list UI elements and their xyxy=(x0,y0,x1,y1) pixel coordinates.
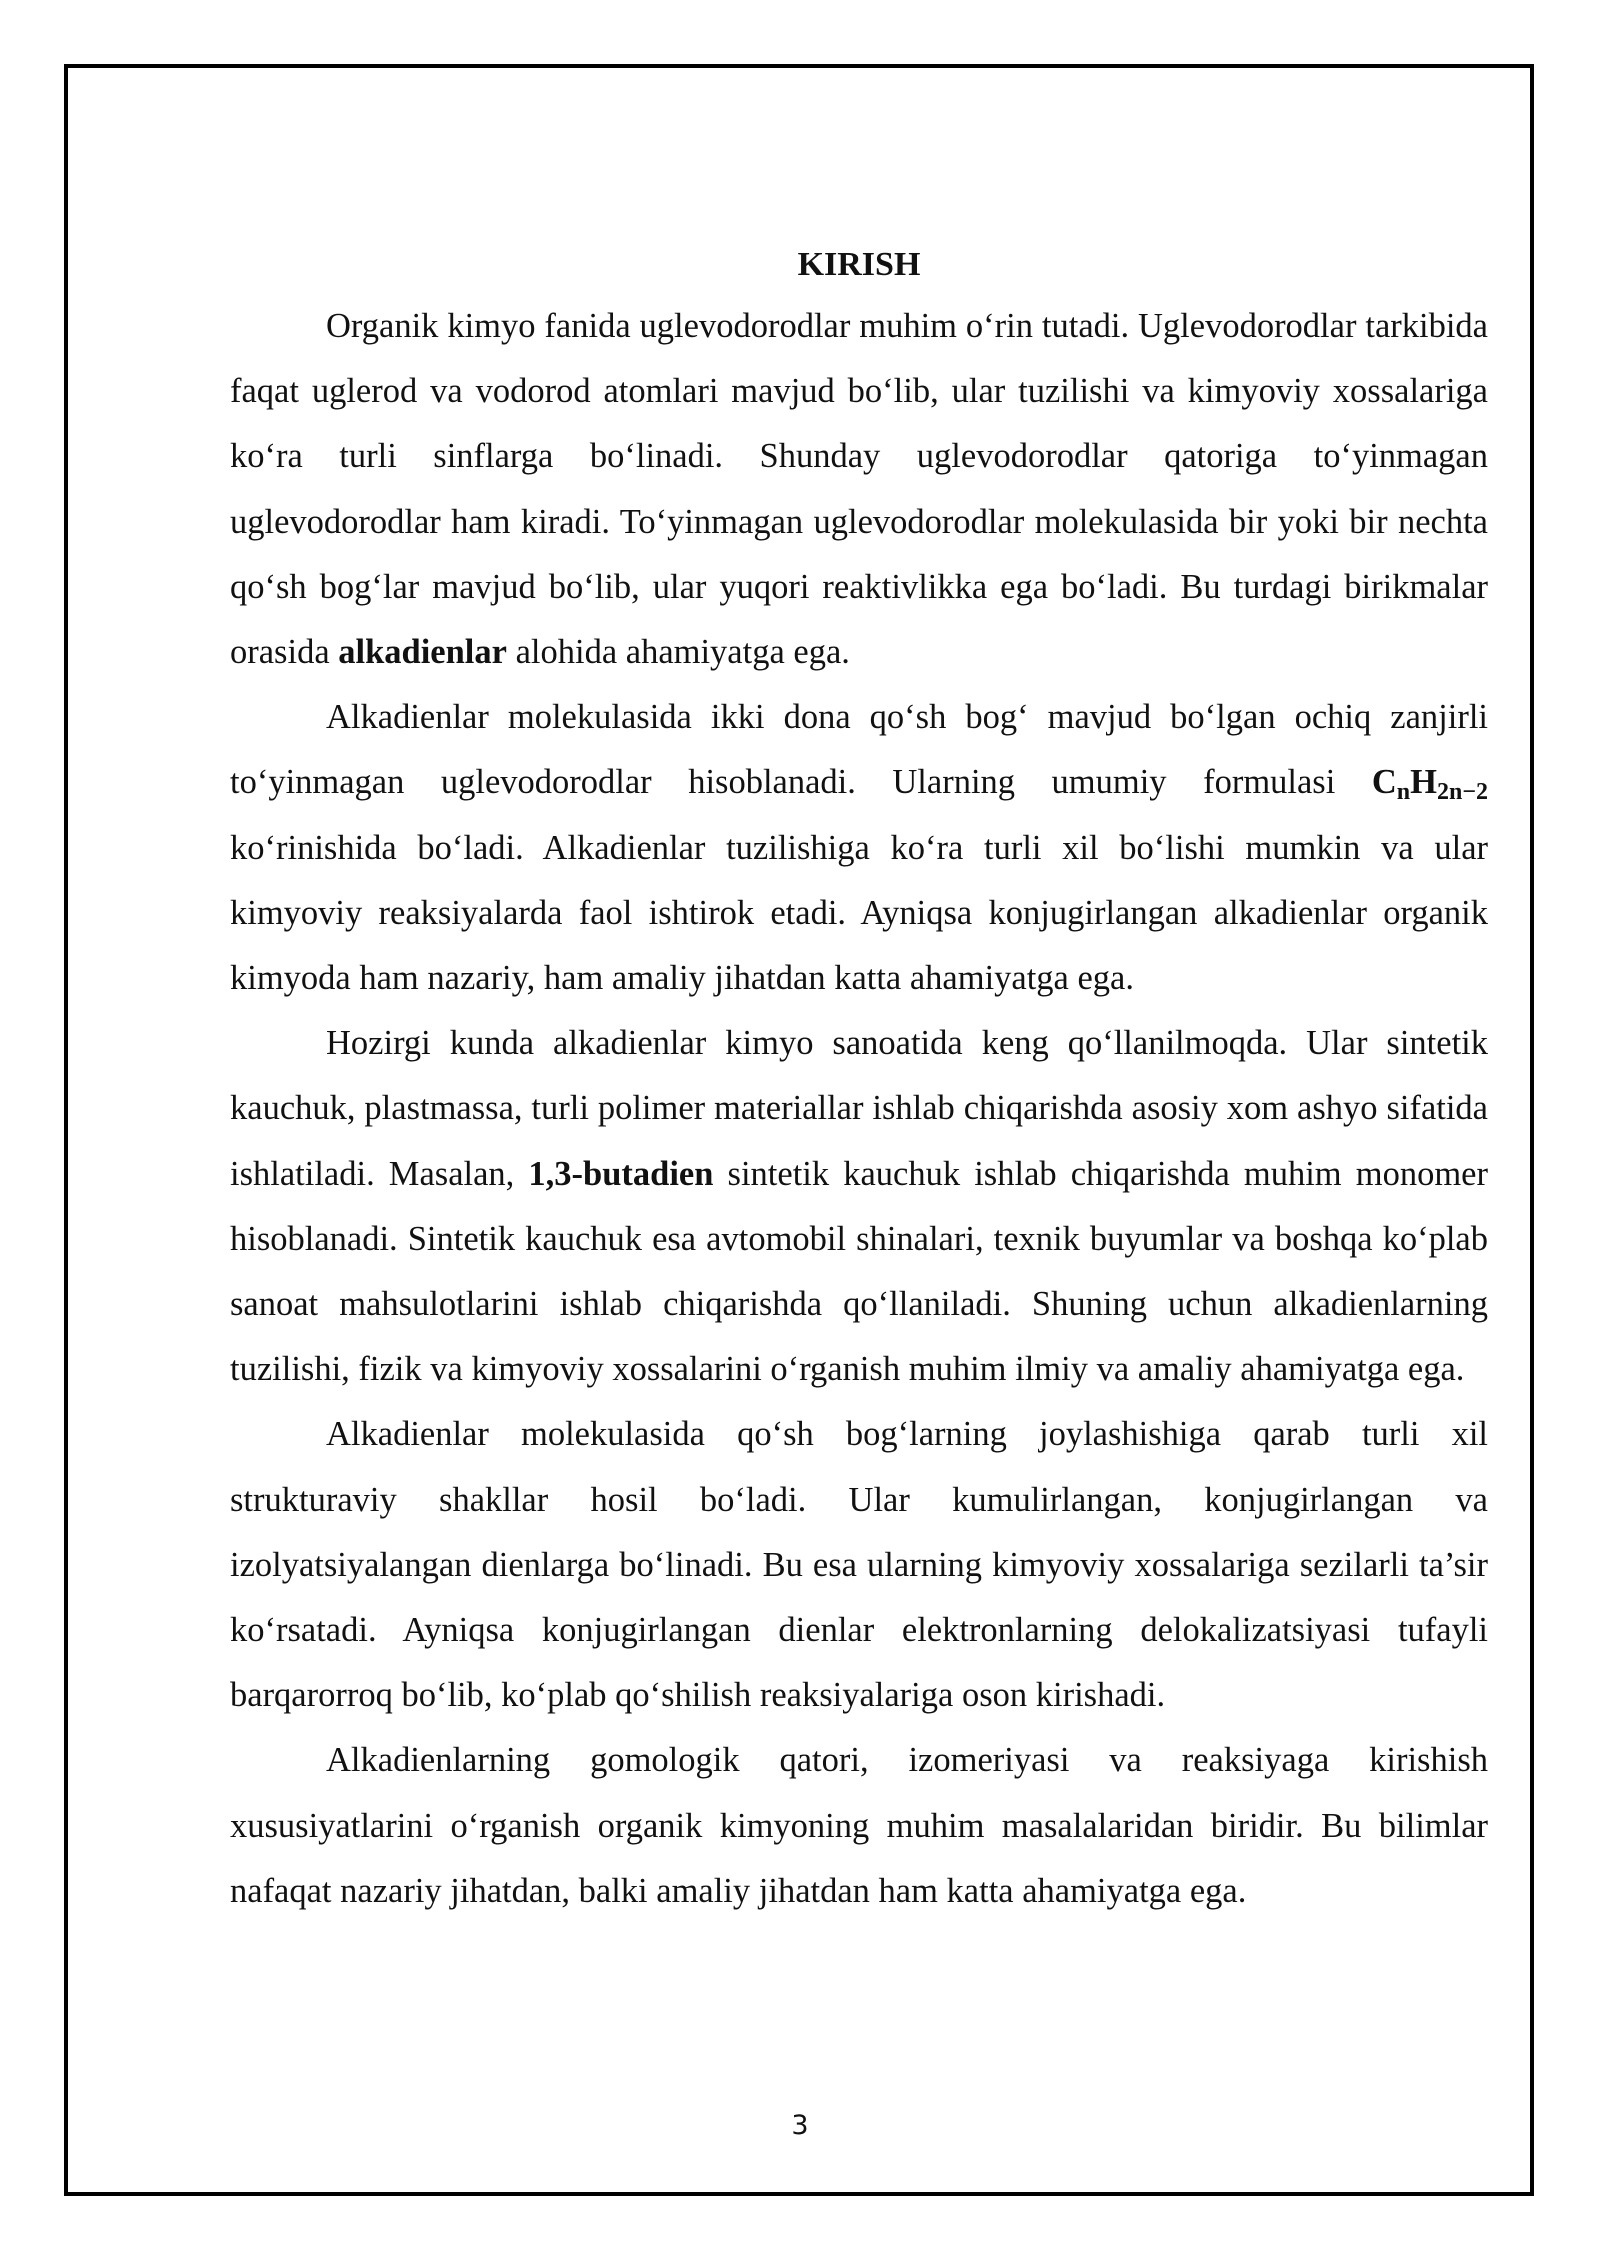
paragraph-4 xyxy=(230,1402,1488,1728)
paragraph-text: Organik kimyo fanida uglevodorodlar muhim o‘rin tutadi. Uglevodorodlar tarkibida faqat uglerod va vodorod atomlari mavjud bo‘lib, ular tuzilishi va kimyoviy xossalariga ko‘ra turli sinflarga bo‘linadi. Shunday uglevodorodlar qatoriga to‘yinmagan uglevodorodlar ham kiradi. To‘yinmagan uglevodorodlar molekulasida bir yoki bir nechta qo‘sh bog‘lar mavjud bo‘lib, ular yuqori reaktivlikka ega bo‘ladi. Bu turdagi birikmalar orasida xyxy=(230,307,1488,672)
term-butadiene: 1,3-butadien xyxy=(528,1154,714,1193)
paragraph-5 xyxy=(230,1728,1488,1924)
paragraph-1 xyxy=(230,294,1488,685)
paragraph-3 xyxy=(230,1011,1488,1402)
section-heading: KIRISH xyxy=(797,246,921,283)
general-formula: $C_nH_{2n-2}$ xyxy=(1371,763,1488,806)
paragraph-text: Alkadienlarning gomologik qatori, izomeriyasi va reaksiyaga kirishish xususiyatlarini o‘rganish organik kimyoning muhim masalalaridan biridir. Bu bilimlar nafaqat nazariy jihatdan, balki amaliy jihatdan ham katta ahamiyatga ega. xyxy=(230,1741,1488,1910)
page-number: 3 xyxy=(791,2110,809,2141)
paragraph-text: Hozirgi kunda alkadienlar kimyo sanoatida keng qo‘llanilmoqda. Ular sintetik kauchuk, plastmassa, turli polimer materiallar ishlab chiqarishda asosiy xom ashyo sifatida ishlatiladi. Masalan, xyxy=(230,1024,1488,1193)
paragraph-text: Alkadienlar molekulasida ikki dona qo‘sh bog‘ mavjud bo‘lgan ochiq zanjirli to‘yinmagan uglevodorodlar hisoblanadi. Ularning umumiy formulasi xyxy=(230,698,1488,802)
term-alkadienlar: alkadienlar xyxy=(338,633,507,672)
paragraph-2 xyxy=(230,685,1488,1011)
paragraph-text: Alkadienlar molekulasida qo‘sh bog‘larning joylashishiga qarab turli xil strukturaviy shakllar hosil bo‘ladi. Ular kumulirlangan, konjugirlangan va izolyatsiyalangan dienlarga bo‘linadi. Bu esa ularning kimyoviy xossalariga sezilarli ta’sir ko‘rsatadi. Ayniqsa konjugirlangan dienlar elektronlarning delokalizatsiyasi tufayli barqarorroq bo‘lib, ko‘plab qo‘shilish reaksiyalariga oson kirishadi. xyxy=(230,1415,1488,1715)
paragraph-text: sintetik kauchuk ishlab chiqarishda muhim monomer hisoblanadi. Sintetik kauchuk esa avtomobil shinalari, texnik buyumlar va boshqa ko‘plab sanoat mahsulotlarini ishlab chiqarishda qo‘llaniladi. Shuning uchun alkadienlarning tuzilishi, fizik va kimyoviy xossalarini o‘rganish muhim ilmiy va amaliy ahamiyatga ega. xyxy=(230,1154,1488,1389)
paragraph-text: alohida ahamiyatga ega. xyxy=(506,633,850,672)
paragraph-text: ko‘rinishida bo‘ladi. Alkadienlar tuzilishiga ko‘ra turli xil bo‘lishi mumkin va ular kimyoviy reaksiyalarda faol ishtirok etadi. Ayniqsa konjugirlangan alkadienlar organik kimyoda ham nazariy, ham amaliy jihatdan katta ahamiyatga ega. xyxy=(230,828,1488,998)
document-body xyxy=(230,240,1488,1924)
